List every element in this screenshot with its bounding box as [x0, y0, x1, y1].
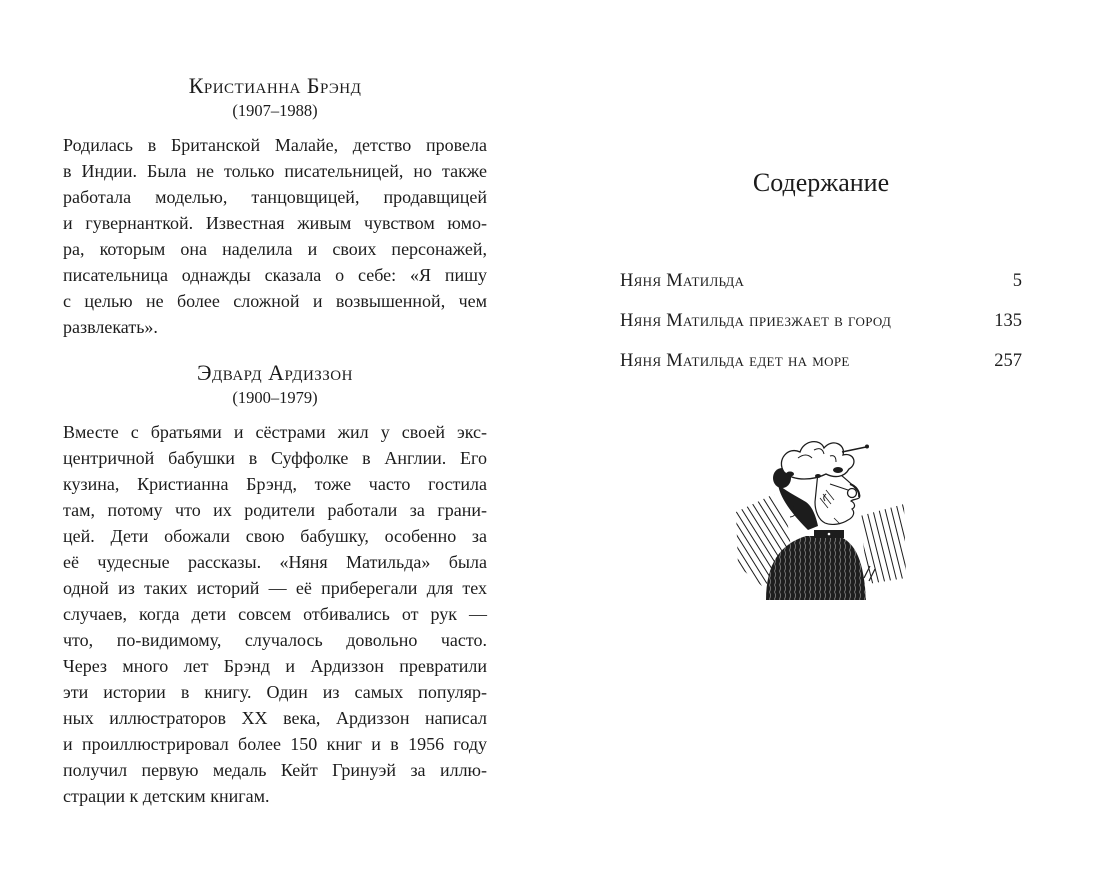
bio-line: страции к детским книгам.: [63, 786, 270, 806]
bio-line: в Индии. Была не только писательницей, но также: [63, 161, 487, 181]
bio-line: эти истории в книгу. Один из самых популяр-: [63, 682, 487, 702]
bio-paragraph: [63, 419, 487, 809]
toc-entry-label: Няня Матильда приезжает в город: [620, 311, 892, 331]
bio-line: кузина, Кристианна Брэнд, тоже часто гостила: [63, 474, 487, 494]
toc-row: [620, 348, 1022, 374]
author-bio-section-brand: [63, 74, 487, 340]
bio-line: её чудесные рассказы. «Няня Матильда» была: [63, 552, 487, 572]
woman-profile-illustration: [722, 438, 908, 600]
bio-line: и проиллюстрировал более 150 книг и в 1956 году: [63, 734, 487, 754]
author-name-heading: Эдвард Ардиззон: [197, 360, 353, 385]
bio-line: Родилась в Британской Малайе, детство провела: [63, 135, 487, 155]
author-dates: (1907–1988): [232, 101, 318, 120]
bio-line: писательница однажды сказала о себе: «Я пишу: [63, 265, 487, 285]
toc-page-number: 5: [1012, 271, 1022, 291]
author-bio-section-ardizzone: [63, 361, 487, 809]
bio-line: развлекать».: [63, 317, 158, 337]
bio-line: ных иллюстраторов XX века, Ардиззон написал: [63, 708, 487, 728]
toc-row: [620, 268, 1022, 294]
toc-entry-label: Няня Матильда: [620, 271, 745, 291]
author-name-heading: Кристианна Брэнд: [188, 73, 362, 98]
bio-line: цей. Дети обожали свою бабушку, особенно за: [63, 526, 487, 546]
bio-line: центричной бабушки в Суффолке в Англии. Его: [63, 448, 487, 468]
left-page: [63, 74, 487, 809]
toc-title: Содержание: [752, 168, 890, 197]
bio-line: ра, которым она наделила и своих персонажей,: [63, 239, 487, 259]
bio-line: с целью не более сложной и возвышенной, чем: [63, 291, 487, 311]
bio-line: Через много лет Брэнд и Ардиззон превратили: [63, 656, 487, 676]
bio-line: там, потому что их родители работали за грани-: [63, 500, 487, 520]
bio-line: Вместе с братьями и сёстрами жил у своей экс-: [63, 422, 487, 442]
woman-profile-sketch: [722, 438, 908, 600]
bio-line: случаев, когда дети совсем отбивались от рук —: [63, 604, 487, 624]
toc-page-number: 135: [994, 311, 1022, 331]
bio-paragraph: [63, 132, 487, 340]
toc-entry-label: Няня Матильда едет на море: [620, 351, 850, 371]
toc-list: [620, 268, 1022, 388]
author-dates: (1900–1979): [232, 388, 318, 407]
bio-line: и гувернанткой. Известная живым чувством юмо-: [63, 213, 487, 233]
toc-row: [620, 308, 1022, 334]
bio-line: получил первую медаль Кейт Гринуэй за иллю-: [63, 760, 487, 780]
bio-line: что, по-видимому, случалось довольно часто.: [63, 630, 487, 650]
bio-line: работала моделью, танцовщицей, продавщицей: [63, 187, 487, 207]
toc-page-number: 257: [994, 351, 1022, 371]
bio-line: одной из таких историй — её приберегали для тех: [63, 578, 487, 598]
